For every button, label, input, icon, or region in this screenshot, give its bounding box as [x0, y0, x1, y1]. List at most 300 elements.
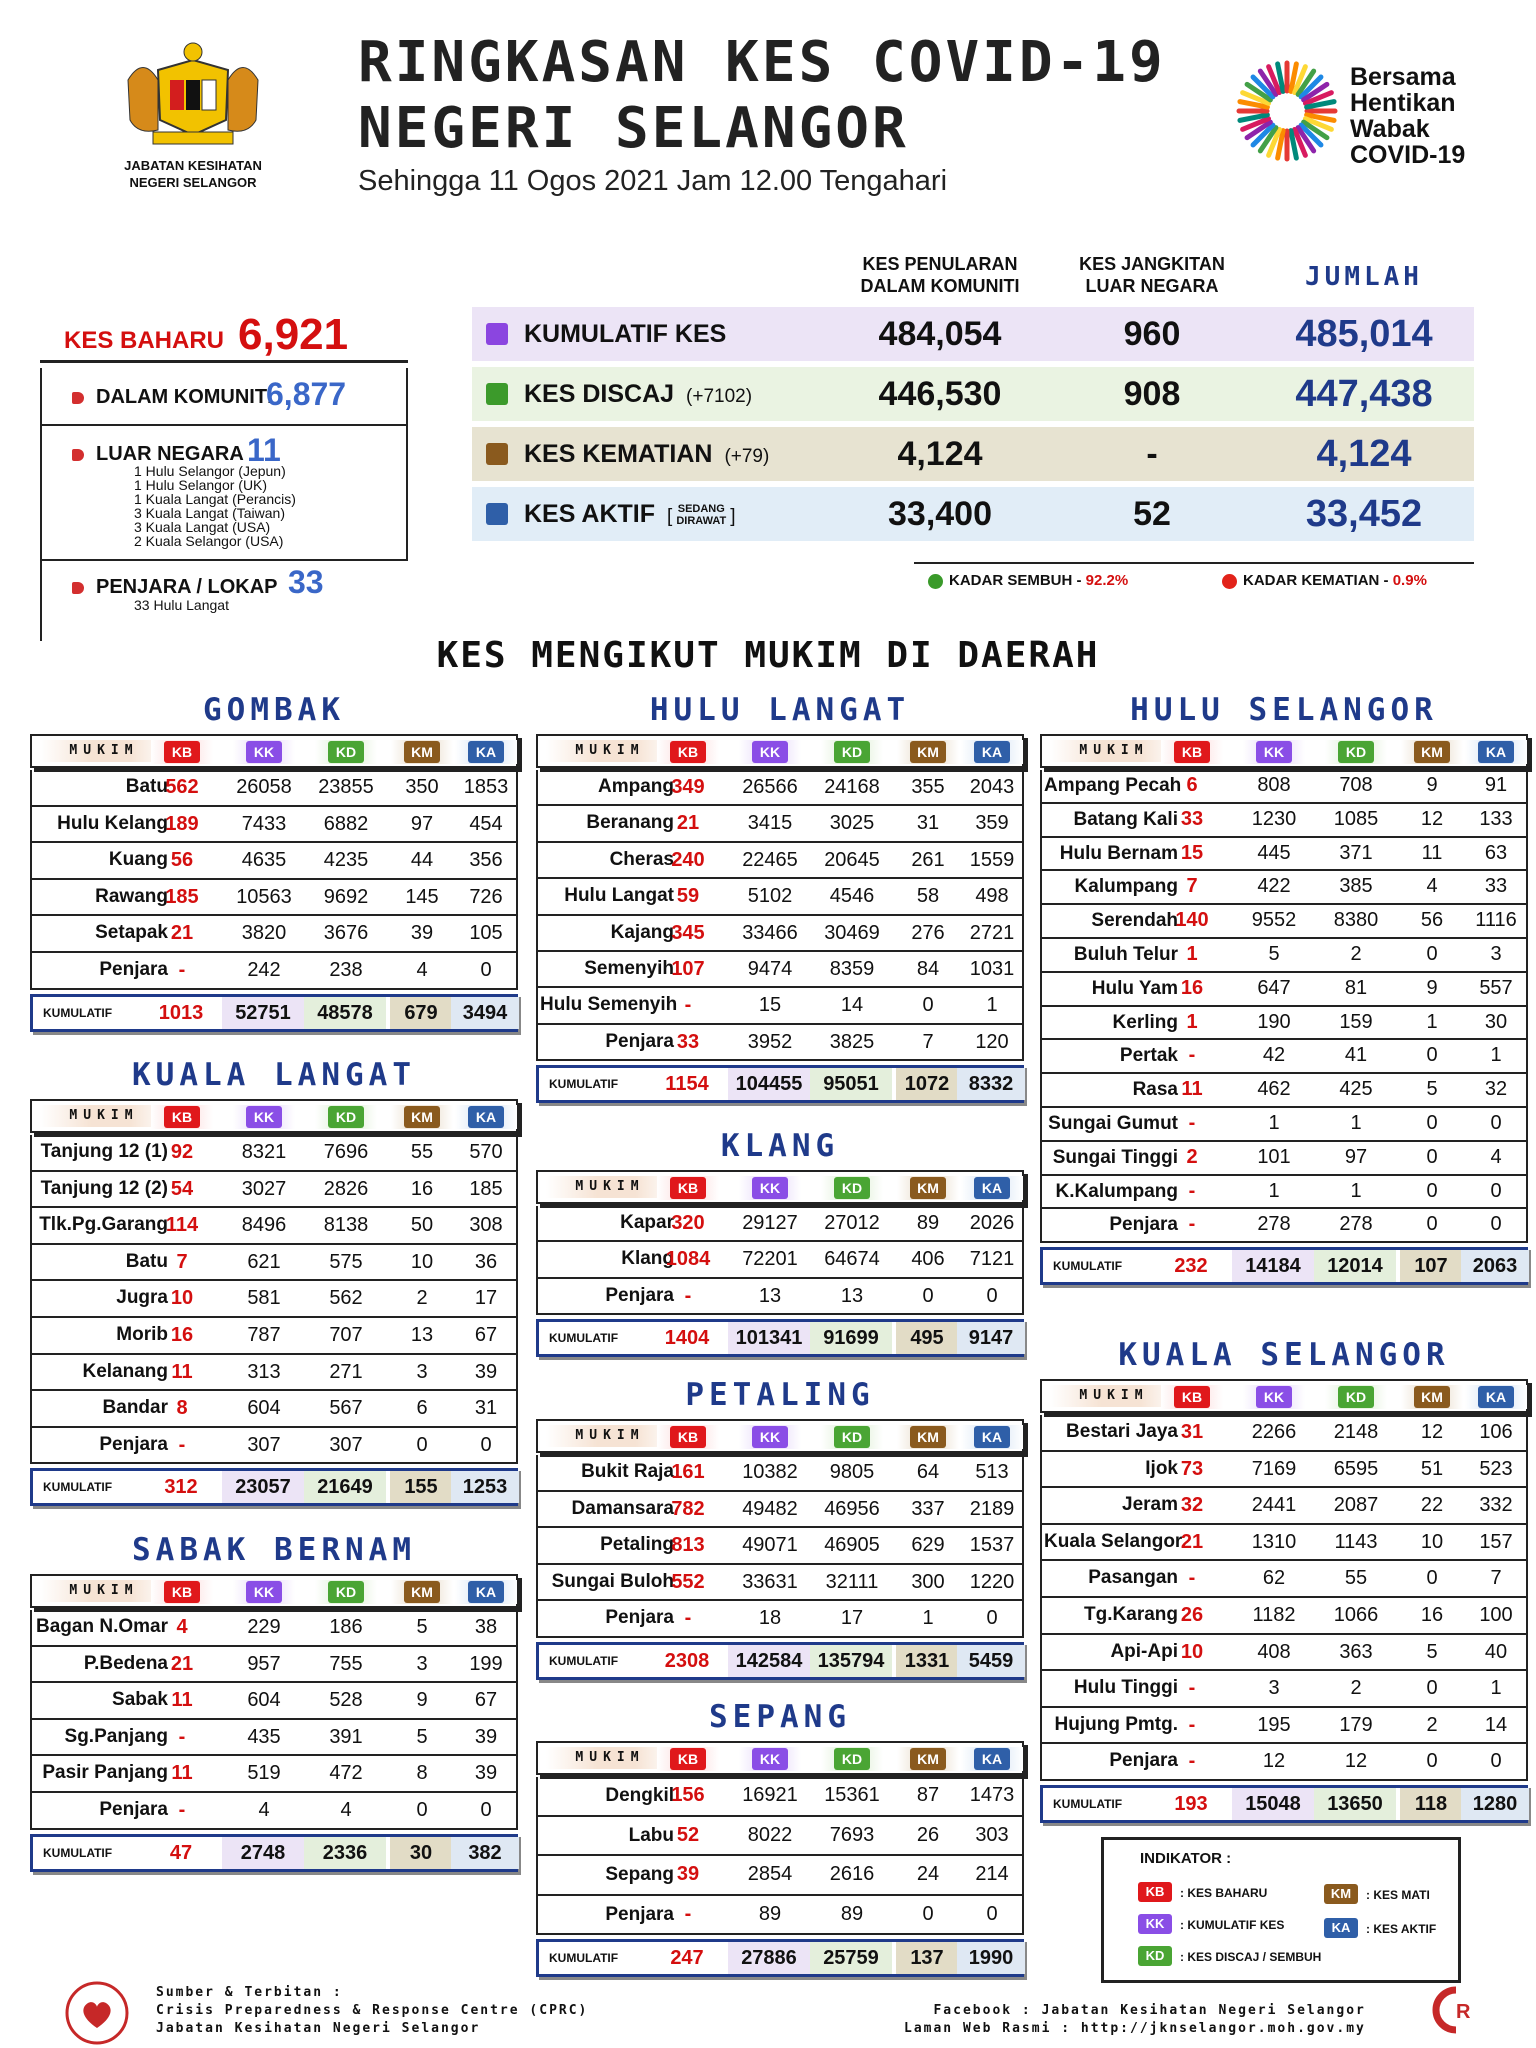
ka-cell: 523 [1479, 1457, 1513, 1480]
kb-cell: - [684, 1284, 692, 1307]
kumulatif-kd-cell: 135794 [810, 1645, 892, 1677]
table-row [536, 1856, 1024, 1896]
kd-header-tag: KD [328, 1106, 364, 1128]
kd-cell: 15361 [824, 1784, 880, 1806]
table-row [1040, 1108, 1528, 1142]
kumulatif-km-cell: 137 [896, 1942, 958, 1974]
kb-cell: 1 [1186, 942, 1198, 965]
legend-kd-tag: KD [1138, 1946, 1172, 1966]
kumulatif-kd-cell: 2336 [304, 1837, 386, 1869]
ka-cell: 0 [480, 958, 492, 981]
ka-header-tag: KA [1478, 741, 1514, 763]
district-header-row [536, 734, 1024, 768]
ka-cell: 1 [1490, 1044, 1502, 1067]
ka-cell: 14 [1484, 1713, 1508, 1736]
footer-source [156, 1984, 588, 2038]
ka-cell: 3 [1490, 942, 1502, 965]
mukim-name: Tanjung 12 (2) [40, 1177, 168, 1199]
ka-cell: 308 [469, 1214, 503, 1237]
mukim-header: MUKIM [40, 1105, 168, 1127]
district-title: KUALA SELANGOR [1118, 1337, 1450, 1373]
km-cell: 31 [916, 812, 940, 835]
table-row [1040, 1598, 1528, 1635]
kd-cell: 55 [1344, 1567, 1368, 1590]
luar-details [134, 464, 296, 548]
indicator-title: INDIKATOR : [1140, 1850, 1232, 1867]
ka-cell: 33 [1484, 875, 1508, 898]
kb-cell: 156 [671, 1784, 705, 1806]
kk-cell: 445 [1257, 841, 1291, 864]
kd-cell: 3025 [829, 812, 875, 835]
legend-kb-text: : KES BAHARU [1180, 1886, 1268, 1900]
ka-cell: 303 [975, 1823, 1009, 1846]
kk-cell: 7433 [241, 812, 287, 835]
kk-cell: 242 [247, 958, 281, 981]
ka-cell: 39 [474, 1360, 498, 1383]
mukim-name: Rawang [95, 885, 168, 907]
kumulatif-kk-cell: 14184 [1232, 1250, 1314, 1282]
km-cell: 5 [416, 1616, 428, 1638]
ka-cell: 39 [474, 1725, 498, 1748]
km-cell: 629 [911, 1534, 945, 1557]
km-cell: 0 [1426, 1044, 1438, 1067]
kd-header-tag: KD [1338, 741, 1374, 763]
kumulatif-kk-cell: 104455 [728, 1068, 810, 1100]
table-row [536, 843, 1024, 879]
table-row [536, 1528, 1024, 1565]
legend-kk-tag: KK [1138, 1914, 1172, 1934]
campaign-line-4: COVID-19 [1350, 141, 1466, 169]
district-header-row [30, 734, 518, 768]
kadar-kematian [1222, 572, 1427, 589]
kumulatif-kb-cell: 1154 [656, 1068, 718, 1100]
ka-cell: 0 [1490, 1111, 1502, 1134]
mukim-name: Bagan N.Omar [36, 1616, 168, 1637]
mukim-name: Hujung Pmtg. [1054, 1713, 1178, 1735]
km-cell: 337 [911, 1497, 945, 1520]
mukim-name: Penjara [605, 1903, 674, 1925]
ka-cell: 63 [1484, 841, 1508, 864]
kd-cell: 425 [1339, 1078, 1373, 1101]
agency-line-2: NEGERI SELANGOR [129, 175, 257, 190]
kk-cell: 26058 [236, 776, 292, 798]
district-header-row [536, 1741, 1024, 1775]
table-row [536, 1896, 1024, 1936]
mukim-name: Beranang [586, 812, 674, 834]
kk-cell: 33631 [742, 1570, 798, 1593]
ka-header-tag: KA [1478, 1386, 1514, 1408]
kb-header-tag: KB [1174, 1386, 1210, 1408]
mukim-name: Kapar [620, 1212, 674, 1233]
km-cell: 97 [410, 812, 434, 835]
table-row [30, 1428, 518, 1465]
km-cell: 10 [410, 1250, 434, 1273]
kumulatif-kd-cell: 12014 [1314, 1250, 1396, 1282]
kk-cell: 4 [258, 1798, 270, 1821]
bullet-icon [72, 449, 84, 461]
km-cell: 300 [911, 1570, 945, 1593]
kd-cell: 278 [1339, 1213, 1373, 1236]
mukim-name: Penjara [605, 1284, 674, 1306]
kd-cell: 371 [1339, 841, 1373, 864]
kd-cell: 6595 [1333, 1457, 1379, 1480]
km-cell: 5 [1426, 1078, 1438, 1101]
km-cell: 13 [410, 1323, 434, 1346]
summary-row [472, 307, 1474, 361]
km-cell: 50 [410, 1214, 434, 1237]
kd-cell: 41 [1344, 1044, 1368, 1067]
mukim-name: Damansara [571, 1497, 674, 1519]
kk-header-tag: KK [752, 1748, 788, 1770]
kk-cell: 49071 [742, 1534, 798, 1557]
mukim-name: Penjara [605, 1030, 674, 1052]
ka-cell: 359 [975, 812, 1009, 835]
luar-value: 11 [247, 432, 281, 468]
summary-luar-value: 52 [1133, 495, 1171, 533]
kumulatif-kb-cell: 1013 [150, 997, 212, 1029]
campaign-text [1350, 64, 1465, 168]
kumulatif-row [536, 1939, 1024, 1977]
kd-cell: 13 [840, 1284, 864, 1307]
kd-cell: 30469 [824, 921, 880, 944]
table-row [30, 1756, 518, 1793]
kk-cell: 604 [247, 1689, 281, 1712]
ka-cell: 30 [1484, 1010, 1508, 1033]
ka-header-tag: KA [974, 1177, 1010, 1199]
kumulatif-row [30, 1468, 518, 1506]
mukim-name: Hulu Semenyih [540, 994, 678, 1016]
kes-baharu-label: KES BAHARU [64, 327, 225, 354]
kb-cell: 11 [171, 1360, 193, 1383]
kb-header-tag: KB [670, 1177, 706, 1199]
district-table [30, 1530, 518, 1872]
kk-header-tag: KK [1256, 1386, 1292, 1408]
km-cell: 8 [416, 1762, 428, 1785]
table-row [30, 1135, 518, 1172]
kd-cell: 707 [329, 1323, 363, 1346]
mukim-name: Jugra [116, 1287, 168, 1309]
kb-cell: 4 [176, 1616, 188, 1638]
legend-kk-text: : KUMULATIF KES [1180, 1918, 1285, 1932]
kumulatif-label: KUMULATIF [549, 1951, 619, 1965]
ka-cell: 2026 [969, 1212, 1015, 1234]
table-row [536, 1455, 1024, 1492]
page-title-line-1: RINGKASAN KES COVID-19 [358, 30, 1166, 95]
kb-cell: - [178, 1798, 186, 1821]
mukim-name: Bestari Jaya [1066, 1421, 1178, 1442]
penjara-detail: 33 Hulu Langat [134, 597, 229, 613]
summary-row-label-text: KES DISCAJ [524, 380, 675, 408]
kd-cell: 708 [1339, 774, 1373, 796]
summary-row-label [524, 367, 752, 424]
table-row [30, 770, 518, 807]
ka-cell: 0 [1490, 1750, 1502, 1773]
kd-cell: 391 [329, 1725, 363, 1748]
kb-cell: 59 [676, 885, 700, 908]
penjara-row [72, 576, 278, 599]
kumulatif-km-cell: 30 [390, 1837, 452, 1869]
kd-cell: 271 [329, 1360, 363, 1383]
table-row [30, 1793, 518, 1830]
luar-detail: 1 Hulu Selangor (Jepun) [134, 463, 286, 479]
kumulatif-ka-cell: 1990 [957, 1942, 1025, 1974]
km-cell: 58 [916, 885, 940, 908]
km-cell: 0 [1426, 1750, 1438, 1773]
district-header-row [30, 1574, 518, 1608]
ka-cell: 67 [474, 1689, 498, 1712]
table-row [30, 807, 518, 844]
bullet-icon [72, 582, 84, 594]
mukim-header: MUKIM [546, 1176, 674, 1198]
luar-detail: 1 Kuala Langat (Perancis) [134, 491, 296, 507]
mukim-name: Morib [116, 1323, 168, 1345]
kd-cell: 1 [1350, 1179, 1362, 1202]
kd-cell: 238 [329, 958, 363, 981]
kd-cell: 159 [1339, 1010, 1373, 1033]
table-row [536, 806, 1024, 842]
table-row [30, 1610, 518, 1647]
ka-cell: 2043 [969, 776, 1015, 798]
district-title: SEPANG [709, 1699, 851, 1735]
table-row [1040, 1040, 1528, 1074]
km-cell: 3 [416, 1360, 428, 1383]
ka-cell: 100 [1479, 1603, 1513, 1626]
footer-links [904, 2002, 1366, 2038]
kb-cell: 16 [170, 1323, 194, 1346]
mukim-header: MUKIM [1050, 1385, 1178, 1407]
table-row [536, 1025, 1024, 1061]
kd-cell: 4 [340, 1798, 352, 1821]
district-title: HULU LANGAT [649, 692, 911, 728]
footer-source-line: Jabatan Kesihatan Negeri Selangor [156, 2021, 481, 2036]
kd-cell: 23855 [318, 776, 374, 798]
kb-cell: 11 [171, 1762, 193, 1785]
ka-cell: 0 [1490, 1213, 1502, 1236]
luar-detail: 2 Kuala Selangor (USA) [134, 533, 284, 549]
table-row [30, 1647, 518, 1684]
mukim-header: MUKIM [1050, 740, 1178, 762]
table-row [536, 988, 1024, 1024]
km-header-tag: KM [404, 1581, 440, 1603]
crisis-logo [62, 1980, 132, 2046]
kd-cell: 385 [1339, 875, 1373, 898]
luar-detail: 1 Hulu Selangor (UK) [134, 477, 268, 493]
kumulatif-kk-cell: 101341 [728, 1322, 810, 1354]
kumulatif-label: KUMULATIF [43, 1005, 113, 1020]
km-cell: 11 [1421, 841, 1443, 864]
ka-cell: 106 [1479, 1421, 1513, 1443]
table-row [30, 1245, 518, 1282]
kd-cell: 20645 [824, 848, 880, 871]
col-luar-header [1052, 253, 1252, 297]
kumulatif-ka-cell: 8332 [957, 1068, 1025, 1100]
ka-cell: 40 [1484, 1640, 1508, 1663]
km-cell: 406 [911, 1248, 945, 1271]
km-cell: 355 [911, 776, 945, 798]
km-cell: 12 [1420, 807, 1444, 830]
kk-header-tag: KK [752, 1177, 788, 1199]
km-cell: 22 [1420, 1494, 1444, 1517]
kumulatif-label: KUMULATIF [549, 1653, 619, 1668]
table-row [1040, 1488, 1528, 1525]
kb-cell: 782 [671, 1497, 705, 1520]
kk-cell: 13 [758, 1284, 782, 1307]
summary-row [472, 367, 1474, 421]
mukim-name: Ampang Pecah [1044, 775, 1182, 796]
kd-cell: 1 [1350, 1111, 1362, 1134]
kb-cell: 33 [1180, 807, 1204, 830]
kd-cell: 8138 [323, 1214, 369, 1237]
kb-cell: 320 [671, 1212, 705, 1234]
website-link[interactable]: Laman Web Rasmi : http://jknselangor.moh.gov.my [904, 2021, 1366, 2036]
mukim-name: Batu [125, 776, 168, 797]
kd-cell: 575 [329, 1250, 363, 1273]
km-cell: 0 [416, 1433, 428, 1456]
km-cell: 0 [1426, 1111, 1438, 1134]
district-header-row [1040, 734, 1528, 768]
kb-cell: 1 [1186, 1010, 1198, 1033]
ka-cell: 1537 [969, 1534, 1015, 1557]
kumulatif-kk-cell: 142584 [728, 1645, 810, 1677]
summary-komuniti-value: 484,054 [878, 315, 1002, 353]
district-title: KUALA LANGAT [132, 1057, 416, 1093]
kk-cell: 462 [1257, 1078, 1291, 1101]
km-cell: 51 [1420, 1457, 1444, 1480]
divider [40, 360, 408, 363]
divider [914, 562, 1474, 564]
kadar-kematian-label: KADAR KEMATIAN - [1243, 572, 1393, 589]
mukim-name: Sepang [605, 1864, 674, 1885]
kb-cell: - [684, 1607, 692, 1630]
kb-cell: 10 [1180, 1640, 1204, 1663]
km-cell: 55 [410, 1141, 434, 1163]
mukim-name: Kuala Selangor [1044, 1530, 1183, 1552]
km-cell: 9 [1426, 774, 1438, 796]
kb-cell: 11 [171, 1689, 193, 1712]
page-subtitle: Sehingga 11 Ogos 2021 Jam 12.00 Tengahari [358, 165, 948, 197]
km-cell: 0 [1426, 1145, 1438, 1168]
summary-luar-value: - [1146, 435, 1158, 473]
red-dot-icon [1222, 574, 1237, 589]
kb-header-tag: KB [670, 741, 706, 763]
mukim-header: MUKIM [40, 1580, 168, 1602]
kb-cell: 6 [1186, 774, 1198, 796]
bracket-open: [ [667, 506, 673, 527]
table-row [536, 916, 1024, 952]
kd-cell: 1066 [1333, 1603, 1379, 1626]
kd-cell: 97 [1344, 1145, 1368, 1168]
ka-cell: 356 [469, 849, 503, 872]
kumulatif-row [536, 1065, 1024, 1103]
table-row [536, 952, 1024, 988]
table-row [1040, 1176, 1528, 1210]
table-row [536, 879, 1024, 915]
kd-cell: 32111 [825, 1570, 879, 1593]
col-luar-header-line: KES JANGKITAN [1079, 254, 1225, 274]
penjara-label: PENJARA / LOKAP [96, 576, 278, 598]
summary-jumlah-value: 4,124 [1316, 433, 1412, 475]
kd-cell: 755 [329, 1652, 363, 1675]
kd-cell: 4546 [829, 885, 875, 908]
ka-cell: 513 [975, 1461, 1009, 1483]
km-cell: 0 [416, 1798, 428, 1821]
mukim-name: Tanjung 12 (1) [40, 1141, 168, 1162]
col-komuniti-header-line: KES PENULARAN [862, 254, 1018, 274]
ka-cell: 39 [474, 1762, 498, 1785]
kb-cell: 73 [1180, 1457, 1204, 1480]
kk-cell: 72201 [742, 1248, 798, 1271]
km-cell: 89 [916, 1212, 940, 1234]
aktif-note-line: SEDANG [677, 503, 725, 516]
mukim-name: Bukit Raja [581, 1461, 674, 1482]
kb-cell: 1084 [665, 1248, 711, 1271]
col-komuniti-header [830, 253, 1050, 297]
mukim-header: MUKIM [546, 1747, 674, 1769]
ka-cell: 1 [986, 994, 998, 1017]
kk-cell: 18 [758, 1607, 782, 1630]
table-row [1040, 905, 1528, 939]
km-cell: 6 [416, 1397, 428, 1420]
km-cell: 145 [405, 885, 439, 908]
section-title: KES MENGIKUT MUKIM DI DAERAH [436, 635, 1100, 676]
kumulatif-row [536, 1642, 1024, 1680]
bracket-close: ] [730, 506, 736, 527]
kb-cell: 813 [671, 1534, 705, 1557]
kd-cell: 1143 [1334, 1530, 1378, 1553]
district-header-row [536, 1170, 1024, 1204]
km-cell: 350 [405, 776, 439, 798]
kd-cell: 8380 [1333, 909, 1379, 932]
mukim-header: MUKIM [546, 740, 674, 762]
mukim-name: Hulu Bernam [1059, 842, 1178, 864]
kumulatif-kb-cell: 312 [150, 1471, 212, 1503]
color-chip-icon [486, 443, 508, 465]
kb-cell: 349 [671, 776, 705, 798]
kk-cell: 1230 [1251, 807, 1297, 830]
mukim-name: Batang Kali [1073, 808, 1178, 830]
kd-cell: 2 [1350, 1677, 1362, 1700]
district-title: SABAK BERNAM [132, 1532, 416, 1568]
table-row [536, 1777, 1024, 1817]
kd-cell: 14 [840, 994, 864, 1017]
table-row [30, 880, 518, 917]
mukim-name: Sabak [112, 1689, 168, 1711]
mukim-name: Cheras [609, 848, 674, 870]
facebook-link[interactable]: Facebook : Jabatan Kesihatan Negeri Selangor [933, 2003, 1366, 2018]
kd-cell: 2826 [323, 1177, 369, 1200]
kumulatif-label: KUMULATIF [1053, 1259, 1123, 1274]
mukim-name: P.Bedena [83, 1652, 168, 1674]
kb-header-tag: KB [1174, 741, 1210, 763]
kb-cell: 33 [676, 1030, 700, 1053]
km-cell: 0 [922, 1902, 934, 1925]
komuniti-label: DALAM KOMUNITI [96, 386, 273, 408]
kb-cell: - [1188, 1213, 1196, 1236]
kb-header-tag: KB [164, 1581, 200, 1603]
kk-cell: 1 [1268, 1111, 1280, 1134]
mukim-name: Penjara [99, 1433, 168, 1455]
coat-of-arms-logo [118, 40, 268, 150]
kb-cell: 240 [671, 848, 705, 871]
kk-cell: 1310 [1251, 1530, 1297, 1553]
kb-cell: - [1188, 1044, 1196, 1067]
mukim-name: Setapak [95, 922, 168, 944]
kd-cell: 7696 [323, 1141, 369, 1163]
color-chip-icon [486, 383, 508, 405]
kumulatif-kk-cell: 2748 [222, 1837, 304, 1869]
kumulatif-label: KUMULATIF [1053, 1796, 1123, 1811]
mukim-name: Batu [125, 1250, 168, 1272]
